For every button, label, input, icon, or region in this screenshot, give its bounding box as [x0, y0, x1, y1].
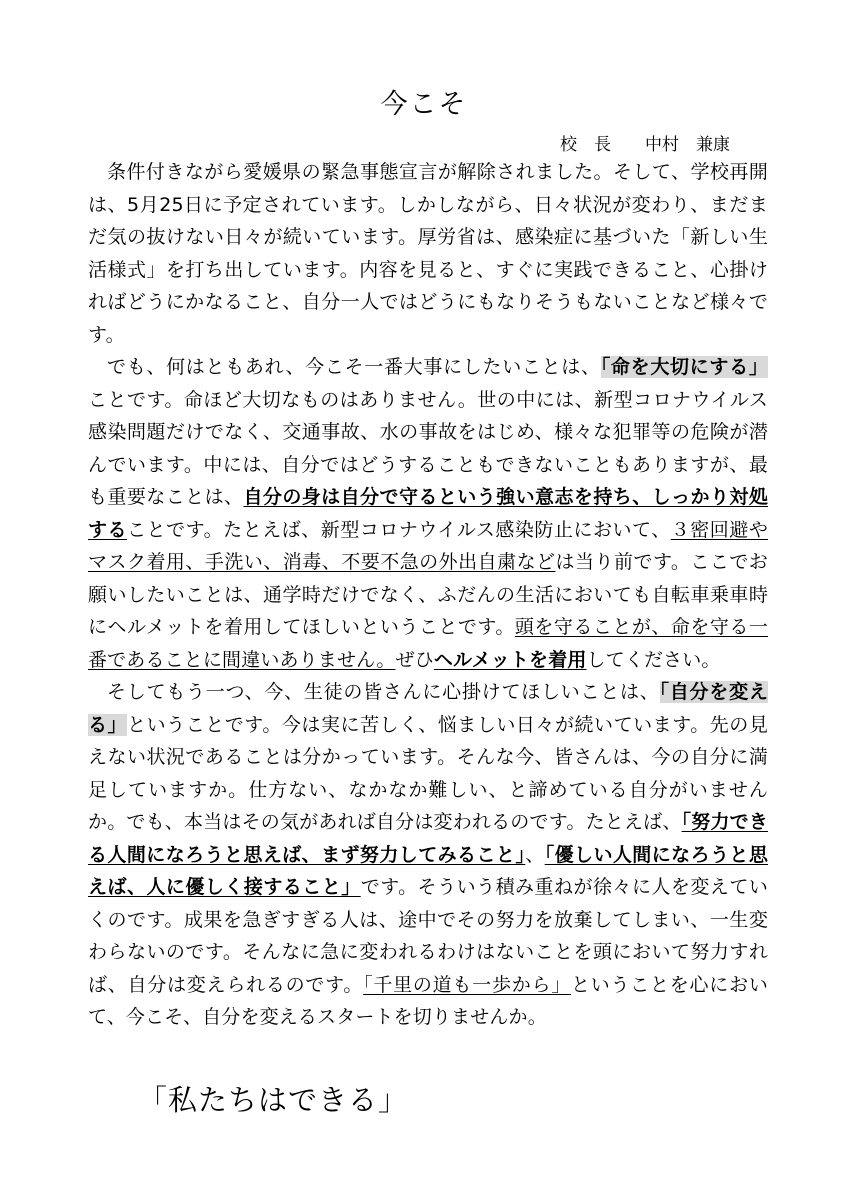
paragraph-2: [88, 351, 768, 676]
slogan: 「私たちはできる」: [138, 1083, 409, 1117]
text-run: ということです。今は実に苦しく、悩ましい日々が続いています。先の見えない状況であることは分かっています。そんな今、皆さんは、今の自分に満足していますか。仕方ない、なかなか難しい、と諦めている自分がいませんか。でも、本当はその気があれば自分は変われるのです。たとえば、: [88, 713, 768, 833]
text-run: です。そういう積み重ねが徐々に人を変えていくのです。成果を急ぎすぎる人は、途中でその努力を放棄してしまい、一生変わらないのです。そんなに急に変われるわけはないことを頭において努力すれば、自分は変えられるのです。: [88, 876, 768, 996]
text-run: ことです。命ほど大切なものはありません。世の中には、新型コロナウイルス感染問題だけでなく、交通事故、水の事故をはじめ、様々な犯罪等の危険が潜んでいます。中には、自分ではどうすることもできないこともありますが、最も重要なことは、: [88, 388, 768, 508]
text-run: 条件付きながら愛媛県の緊急事態宣言が解除されました。そして、学校再開は、5月25日に予定されています。しかしながら、日々状況が変わり、まだまだ気の抜けない日々が続いています。厚労省は、感染症に基づいた「新しい生活様式」を打ち出しています。内容を見ると、すぐに実践できること、心掛ければどうにかなること、自分一人ではどうにもなりそうもないことなど様々です。: [88, 161, 768, 346]
paragraph-3: [88, 676, 768, 1034]
body-text: [88, 156, 768, 1034]
text-run: してください。: [586, 648, 721, 671]
text-run: ことです。たとえば、新型コロナウイルス感染防止において、: [127, 518, 671, 541]
text-run: は当り前です。ここでお願いしたいことは、通学時だけでなく、ふだんの生活においても自転車乗車時にヘルメットを着用してほしいということです。: [88, 551, 768, 638]
text-run: そしてもう一つ、今、生徒の皆さんに心掛けてほしいことは、: [107, 681, 660, 703]
text-run: 、: [525, 843, 545, 866]
text-run: でも、何はともあれ、今こそ一番大事にしたいことは、: [107, 356, 601, 378]
underlined-bold-phrase: 「努力できる人間になろうと思えば、まず努力してみること」: [88, 811, 768, 866]
highlighted-phrase: 「命を大切にする」: [600, 356, 768, 378]
paragraph-1: [88, 156, 768, 351]
highlighted-phrase: 「自分を変える」: [88, 681, 768, 736]
author-line: 校 長 中村 兼康: [560, 135, 730, 155]
underlined-bold-phrase: 「優しい人間になろうと思えば、人に優しく接すること」: [88, 843, 768, 898]
underlined-phrase: ３密回避やマスク着用、手洗い、消毒、不要不急の外出自粛など: [88, 518, 768, 573]
underlined-bold-phrase: 自分の身は自分で守るという強い意志を持ち、しっかり対処する: [88, 486, 768, 541]
underlined-phrase: 頭を守ることが、命を守る一番であることに間違いありません。: [88, 616, 769, 671]
underlined-phrase: 「千里の道も一歩から」: [363, 973, 571, 996]
text-run: ぜひ: [395, 648, 434, 671]
page-title: 今こそ: [380, 89, 468, 120]
underlined-bold-phrase: ヘルメットを着用: [433, 648, 587, 671]
text-run: ということを心において、今こそ、自分を変えるスタートを切りませんか。: [88, 973, 768, 1028]
